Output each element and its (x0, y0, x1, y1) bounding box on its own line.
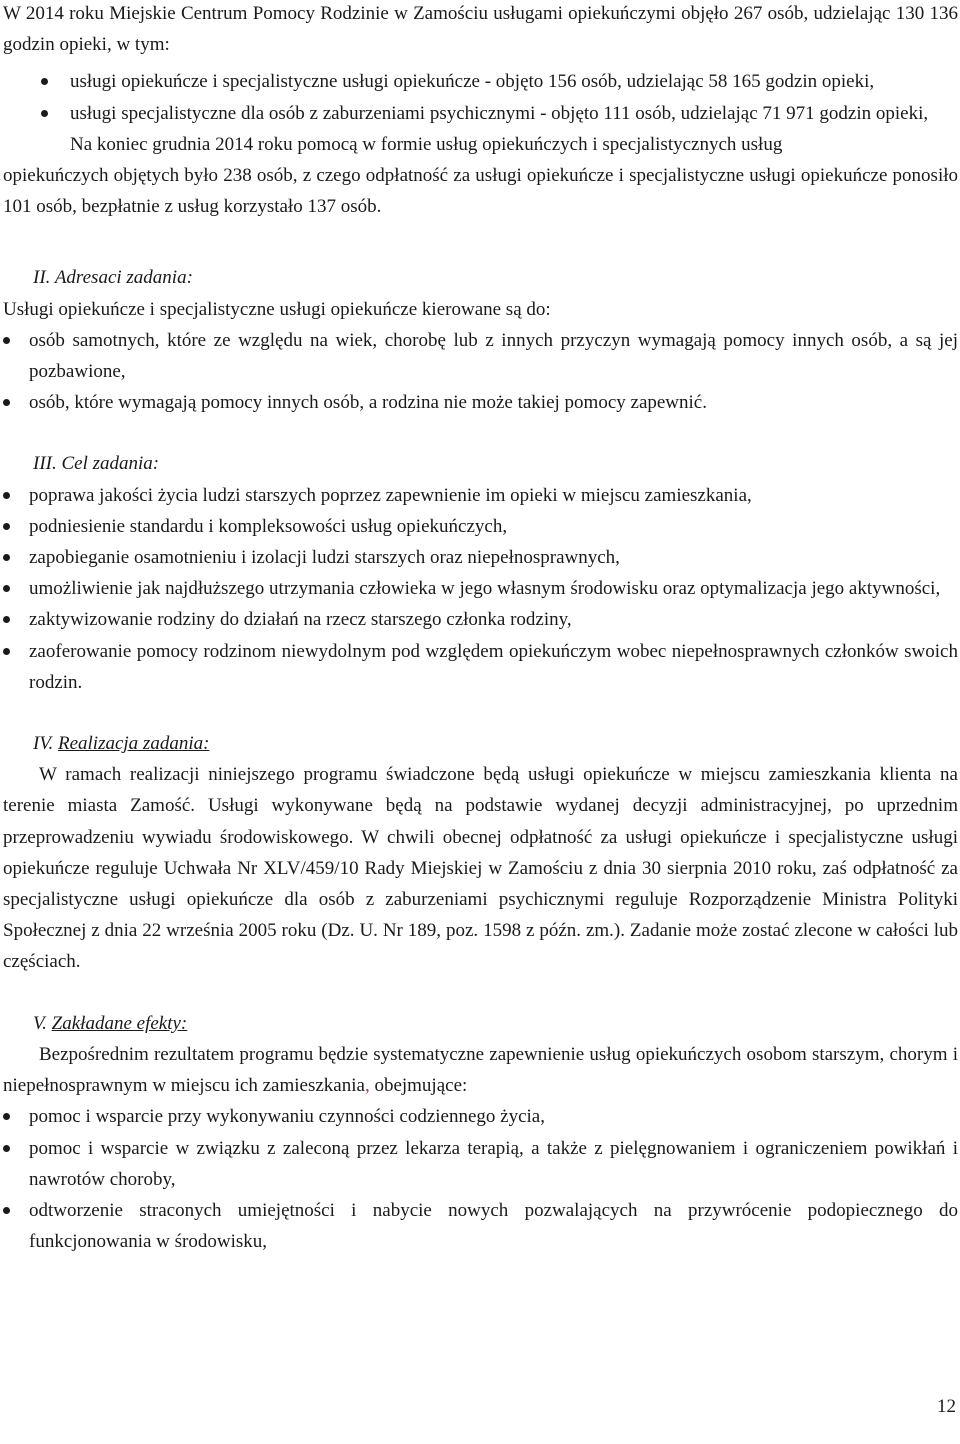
list-item: usługi specjalistyczne dla osób z zaburzeniami psychicznymi - objęto 111 osób, udzielając 71 971 godzin opieki, (3, 98, 958, 129)
implementation-paragraph: W ramach realizacji niniejszego programu świadczone będą usługi opiekuńcze w miejscu zamieszkania klienta na terenie miasta Zamość. Usługi wykonywane będą na podstawie wydanej decyzji administracyjnej, po uprzednim przeprowadzeniu wywiadu środowiskowego. W chwili obecnej odpłatność za usługi opiekuńcze i specjalistyczne usługi opiekuńcze reguluje Uchwała Nr XLV/459/10 Rady Miejskiej w Zamościu z dnia 30 sierpnia 2010 roku, zaś odpłatność za specjalistyczne usługi opiekuńcze dla osób z zaburzeniami psychicznymi reguluje Rozporządzenie Ministra Polityki Społecznej z dnia 22 września 2005 roku (Dz. U. Nr 189, poz. 1598 z późn. zm.). Zadanie może zostać zlecone w całości lub częściach. (3, 764, 958, 973)
list-item: osób, które wymagają pomocy innych osób, a rodzina nie może takiej pomocy zapewnić. (3, 387, 958, 418)
summary-indent-line: Na koniec grudnia 2014 roku pomocą w formie usług opiekuńczych i specjalistycznych usług (70, 133, 783, 155)
list-item: zaktywizowanie rodziny do działań na rzecz starszego członka rodziny, (3, 604, 958, 635)
list-item: umożliwienie jak najdłuższego utrzymania człowieka w jego własnym środowisku oraz optymalizacja jego aktywności, (3, 573, 958, 604)
summary-paragraph: opiekuńczych objętych było 238 osób, z czego odpłatność za usługi opiekuńcze i specjalistyczne usługi opiekuńcze ponosiło 101 osób, bezpłatnie z usług korzystało 137 osób. (3, 165, 958, 218)
list-item: odtworzenie straconych umiejętności i nabycie nowych pozwalających na przywrócenie podopiecznego do funkcjonowania w środowisku, (3, 1195, 958, 1257)
section-heading-3 (3, 448, 958, 479)
list-item: usługi opiekuńcze i specjalistyczne usługi opiekuńcze - objęto 156 osób, udzielając 58 165 godzin opieki, (3, 66, 958, 97)
list-item: zaoferowanie pomocy rodzinom niewydolnym pod względem opiekuńczym wobec niepełnosprawnych członków swoich rodzin. (3, 636, 958, 698)
section-heading-2 (3, 262, 958, 293)
effects-text-end: obejmujące: (369, 1075, 468, 1097)
section-number: II. (33, 267, 51, 289)
section-title: Zakładane efekty: (51, 1012, 188, 1034)
section-heading-5 (3, 1008, 958, 1039)
list-item: podniesienie standardu i kompleksowości usług opiekuńczych, (3, 511, 958, 542)
effects-text-start: Bezpośrednim rezultatem programu będzie systematyczne zapewnienie usług opiekuńczych osobom starszym, chorym i niepełnosprawnym w miejscu ich zamieszkania (3, 1043, 958, 1097)
section-title: Adresaci zadania: (54, 267, 193, 289)
effects-list (3, 1101, 958, 1257)
section-number: III. (33, 453, 57, 475)
intro-bullet-list (3, 66, 958, 128)
goals-list (3, 480, 958, 698)
section-title: Cel zadania: (61, 453, 160, 475)
list-item: osób samotnych, które ze względu na wiek, chorobę lub z innych przyczyn wymagają pomocy innych osób, a są jej pozbawione, (3, 325, 958, 387)
section-number: V. (33, 1012, 47, 1034)
section-lead: Usługi opiekuńcze i specjalistyczne usługi opiekuńcze kierowane są do: (3, 298, 551, 320)
red-comma: , (364, 1075, 370, 1097)
effects-paragraph (3, 1039, 958, 1101)
addressees-list (3, 325, 958, 419)
list-item: poprawa jakości życia ludzi starszych poprzez zapewnienie im opieki w miejscu zamieszkania, (3, 480, 958, 511)
list-item: zapobieganie osamotnieniu i izolacji ludzi starszych oraz niepełnosprawnych, (3, 542, 958, 573)
document-page (3, 0, 958, 1257)
list-item: pomoc i wsparcie przy wykonywaniu czynności codziennego życia, (3, 1101, 958, 1132)
section-number: IV. (33, 733, 54, 755)
section-heading-4 (3, 728, 958, 759)
list-item: pomoc i wsparcie w związku z zaleconą przez lekarza terapią, a także z pielęgnowaniem i ograniczeniem powikłań i nawrotów choroby, (3, 1133, 958, 1195)
page-number: 12 (937, 1396, 956, 1417)
intro-paragraph: W 2014 roku Miejskie Centrum Pomocy Rodzinie w Zamościu usługami opiekuńczymi objęło 267 osób, udzielając 130 136 godzin opieki, w tym: (3, 3, 958, 56)
section-title: Realizacja zadania: (57, 733, 210, 755)
